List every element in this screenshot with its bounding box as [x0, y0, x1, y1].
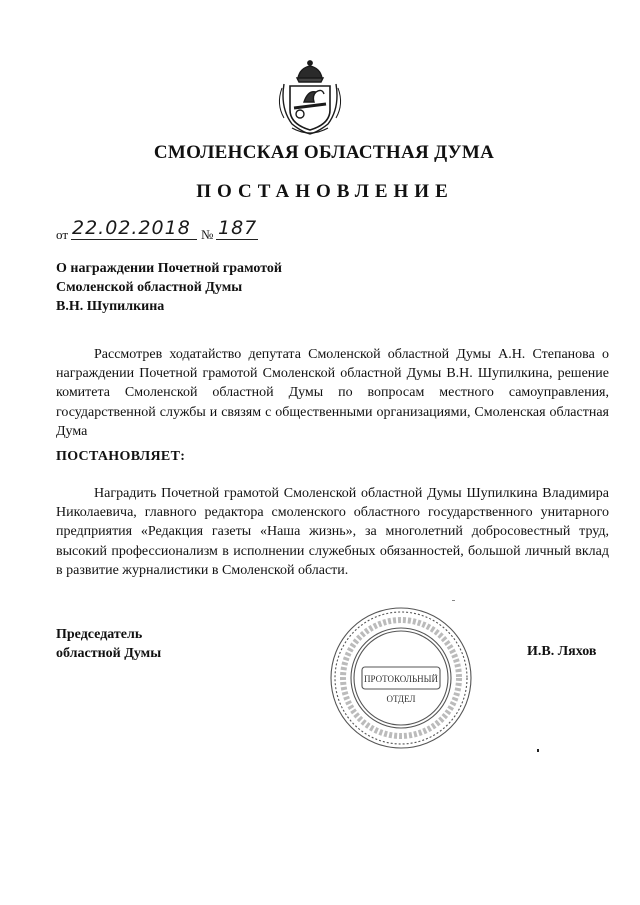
signatory-title	[56, 625, 161, 663]
date-underline	[71, 239, 197, 240]
handwritten-date: 22.02.2018	[72, 217, 191, 239]
preamble-paragraph: Рассмотрев ходатайство депутата Смоленской областной Думы А.Н. Степанова о награждении Почетной грамотой Смоленской областной Думы В.Н. Шупилкина, решение комитета Смоленской областной Думы по вопросам местного самоуправления, государственной службы и связям с общественными организациями, Смоленская областная Дума	[56, 347, 609, 439]
stamp-line: ОТДЕЛ	[386, 694, 416, 704]
number-underline	[216, 239, 258, 240]
number-label: №	[201, 227, 214, 242]
resolves-heading: ПОСТАНОВЛЯЕТ:	[56, 449, 186, 464]
signatory-name: И.В. Ляхов	[527, 644, 597, 659]
subject-line: В.Н. Шупилкина	[56, 299, 165, 314]
round-seal-stamp-icon	[328, 605, 474, 751]
document-subject	[56, 259, 356, 316]
organization-title: СМОЛЕНСКАЯ ОБЛАСТНАЯ ДУМА	[153, 142, 495, 163]
stamp-line: ПРОТОКОЛЬНЫЙ	[364, 674, 438, 684]
scan-speck	[452, 600, 455, 601]
subject-line: О награждении Почетной грамотой	[56, 261, 282, 276]
from-label: от	[56, 227, 69, 242]
signatory-title-line: Председатель	[56, 627, 143, 642]
document-type-heading: ПОСТАНОВЛЕНИЕ	[196, 181, 454, 202]
date-number-line	[56, 219, 316, 243]
decision-paragraph: Наградить Почетной грамотой Смоленской областной Думы Шупилкина Владимира Николаевича, главного редактора смоленского областного государственного унитарного предприятия «Редакция газеты «Наша жизнь», за многолетний добросовестный труд, высокий профессионализм в исполнении служебных обязанностей, большой личный вклад в развитие журналистики в Смоленской области.	[56, 486, 609, 578]
signatory-title-line: областной Думы	[56, 646, 162, 661]
smolensk-coat-of-arms-icon	[270, 58, 350, 136]
subject-line: Смоленской областной Думы	[56, 280, 243, 295]
handwritten-number: 187	[218, 217, 258, 239]
scan-dot	[537, 749, 539, 752]
